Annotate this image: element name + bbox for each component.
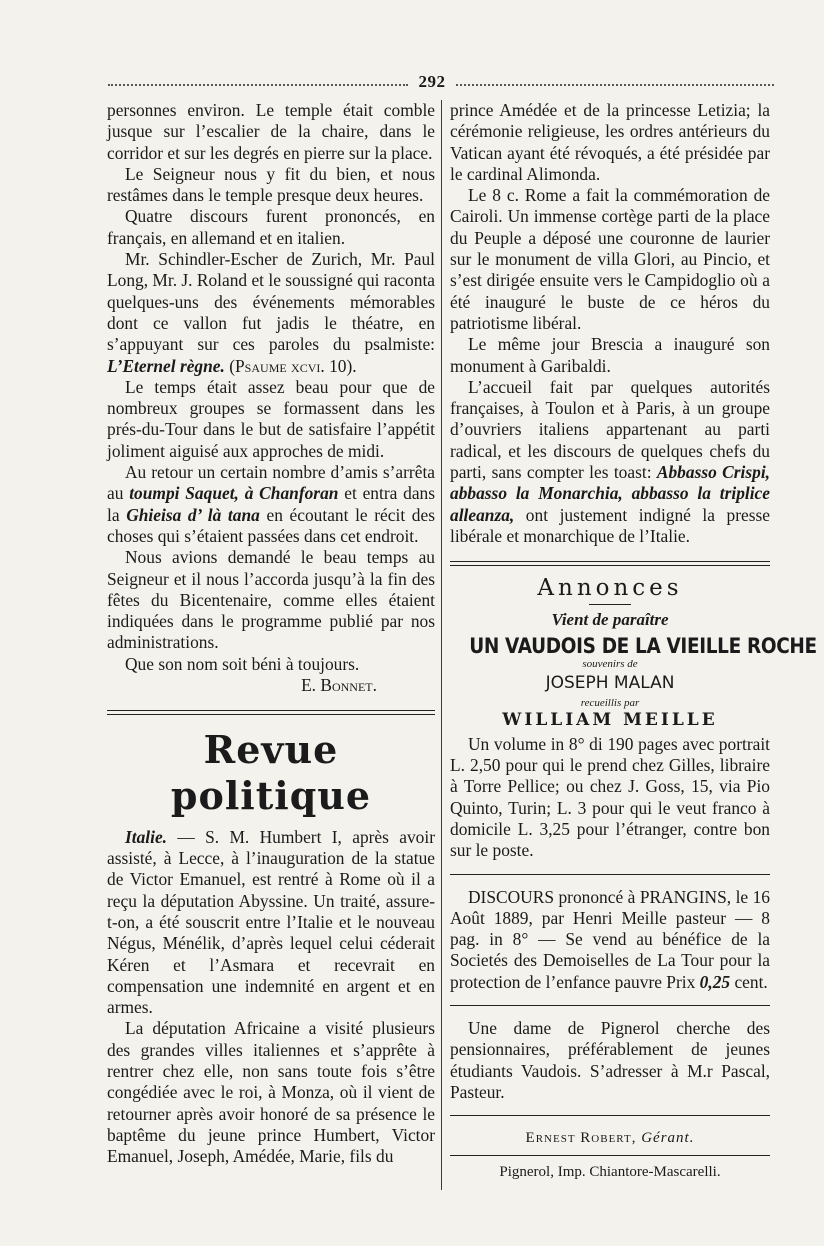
signature-block bbox=[107, 654, 435, 696]
quote: L’Eternel règne. bbox=[107, 355, 225, 376]
text-run: en écoutant le récit des choses qui s’étaient passées dans cet endroit. bbox=[107, 504, 435, 546]
text-run: DISCOURS prononcé à PRANGINS, le 16 Août 1889, par Henri Meille pasteur — 8 pag. in 8° — Se vend au bénéfice de la Societés des Demoiselles de La Tour pour la protection de l’enfance pauvre Prix bbox=[450, 886, 770, 992]
manager-line bbox=[450, 1128, 770, 1149]
text-run: Mr. Schindler-Escher de Zurich, Mr. Paul Long, Mr. J. Roland et le soussigné qui raconta quelques-uns des événements mémorables dont ce vallon fut jadis le théatre, en s’appuyant sur ces paroles du psalmiste: bbox=[107, 249, 435, 355]
paragraph: personnes environ. Le temple était comble jusque sur l’escalier de la chaire, dans le corridor et sur les degrés en pierre sur la place. bbox=[107, 100, 435, 163]
left-column bbox=[107, 100, 435, 1167]
manager-name: Ernest Robert, bbox=[525, 1130, 637, 1147]
page-number: 292 bbox=[418, 72, 446, 91]
annonces-title: Annonces bbox=[537, 575, 683, 602]
paragraph: Le temps était assez beau pour que de nombreux groupes se formassent dans les prés-du-Tour dans le but de satisfaire l’appétit joliment aiguisé aux approches de midi. bbox=[107, 376, 435, 461]
price: 0,25 bbox=[699, 971, 731, 992]
paragraph: Nous avions demandé le beau temps au Seigneur et il nous l’accorda jusqu’à la fin des fêtes du Bicentenaire, comme elles étaient indiquées dans le programme publié par nos administrations. bbox=[107, 547, 435, 653]
footer-divider bbox=[450, 1155, 770, 1156]
place-name: Ghieisa d’ là tana bbox=[126, 504, 260, 525]
text-run: cent. bbox=[730, 971, 768, 992]
header-rule-left bbox=[108, 84, 408, 86]
paragraph bbox=[107, 462, 435, 547]
ad-divider bbox=[450, 1005, 770, 1006]
ad-caption: recueillis par bbox=[580, 697, 640, 710]
topic-label: Italie. bbox=[125, 826, 168, 847]
paragraph: La députation Africaine a visité plusieurs des grandes villes italiennes et s’apprête à rentrer chez elle, non sans toute fois s’être congédiée avec le roi, à Monza, où il vient de retourner après avoir honoré de sa présence le baptême du jeune prince Humbert, Victor Emanuel, Joseph, Amédée, Marie, fils du bbox=[107, 1018, 435, 1167]
paragraph: Quatre discours furent prononcés, en français, en allemand et en italien. bbox=[107, 206, 435, 248]
text-run: Au retour un certain nombre d’amis s’arrêta au bbox=[107, 462, 435, 504]
place-name: toumpi Saquet, à Chanforan bbox=[129, 483, 339, 504]
ad-book-title: UN VAUDOIS DE LA VIEILLE ROCHE bbox=[469, 633, 817, 658]
ad-divider bbox=[450, 874, 770, 875]
paragraph bbox=[450, 377, 770, 547]
header-rule-right bbox=[456, 84, 774, 86]
column-divider bbox=[441, 100, 442, 1190]
ad-text bbox=[450, 887, 770, 993]
printer-line: Pignerol, Imp. Chiantore-Mascarelli. bbox=[499, 1164, 721, 1181]
section-divider bbox=[450, 561, 770, 566]
text-run: ont justement indigné la presse libérale et monarchique de l’Italie. bbox=[450, 504, 770, 546]
ad-intro: Vient de paraître bbox=[551, 609, 669, 629]
ad-subject-name: JOSEPH MALAN bbox=[545, 673, 675, 694]
text-run: (Psaume xcvi. 10). bbox=[224, 355, 357, 376]
paragraph bbox=[107, 249, 435, 377]
ad-caption: souvenirs de bbox=[582, 658, 638, 671]
paragraph: Le même jour Brescia a inauguré son monument à Garibaldi. bbox=[450, 334, 770, 376]
closing-line: Que son nom soit béni à toujours. bbox=[125, 653, 360, 674]
signature: E. Bonnet. bbox=[301, 674, 377, 695]
paragraph: Le 8 c. Rome a fait la commémoration de Cairoli. Un immense cortège parti de la place du Peuple a déposé une couronne de laurier sur le monument de villa Glori, au Pincio, et s’est dirigée ensuite vers le Campidoglio où a été inauguré le buste de ce héros du patriotisme libéral. bbox=[450, 185, 770, 333]
paragraph: Le Seigneur nous y fit du bien, et nous restâmes dans le temple presque deux heures. bbox=[107, 163, 435, 206]
quote: Abbasso Crispi, abbasso la Monarchia, abbasso la triplice alleanza, bbox=[450, 462, 770, 525]
section-title: Revue politique bbox=[170, 726, 372, 818]
ad-text: Un volume in 8° di 190 pages avec portrait L. 2,50 pour qui le prend chez Gilles, libraire à Torre Pellice; ou chez J. Goss, 15, via Pio Quinto, Turin; L. 3 pour qui le veut franco à domicile L. 3,25 pour l’étranger, contre bon sur le poste. bbox=[450, 733, 770, 861]
ad-text: Une dame de Pignerol cherche des pensionnaires, préférablement de jeunes étudiants Vaudois. S’adresser à M.r Pascal, Pasteur. bbox=[450, 1017, 770, 1102]
footer-divider bbox=[450, 1115, 770, 1116]
paragraph bbox=[107, 827, 435, 1019]
section-divider bbox=[107, 710, 435, 715]
text-run: — S. M. Humbert I, après avoir assisté, à Lecce, à l’inauguration de la statue de Victor Emanuel, est rentré à Rome où il a reçu la députation Abyssine. Un traité, assure-t-on, a été souscrit entre l’Italie et le nouveau Négus, Ménélik, d’après lequel celui céderait Kéren et l’Asmara et recevrait en compensation une indemnité en argent et en armes. bbox=[107, 826, 435, 1018]
right-column bbox=[450, 100, 817, 1190]
ad-editor-name: WILLIAM MEILLE bbox=[502, 710, 718, 731]
manager-role: Gérant. bbox=[641, 1130, 695, 1147]
text-run: et entra dans la bbox=[107, 483, 435, 525]
text-run: L’accueil fait par quelques autorités françaises, à Toulon et à Paris, à un groupe d’ouvriers italiens appartenant au parti radical, et les discours de quelques chefs du parti, sans compter les toast: bbox=[450, 376, 770, 483]
paragraph: prince Amédée et de la princesse Letizia; la cérémonie religieuse, les ordres antérieurs du Vatican ayant été révoqués, a été présidée par le cardinal Alimonda. bbox=[450, 100, 770, 184]
short-rule bbox=[589, 604, 631, 605]
